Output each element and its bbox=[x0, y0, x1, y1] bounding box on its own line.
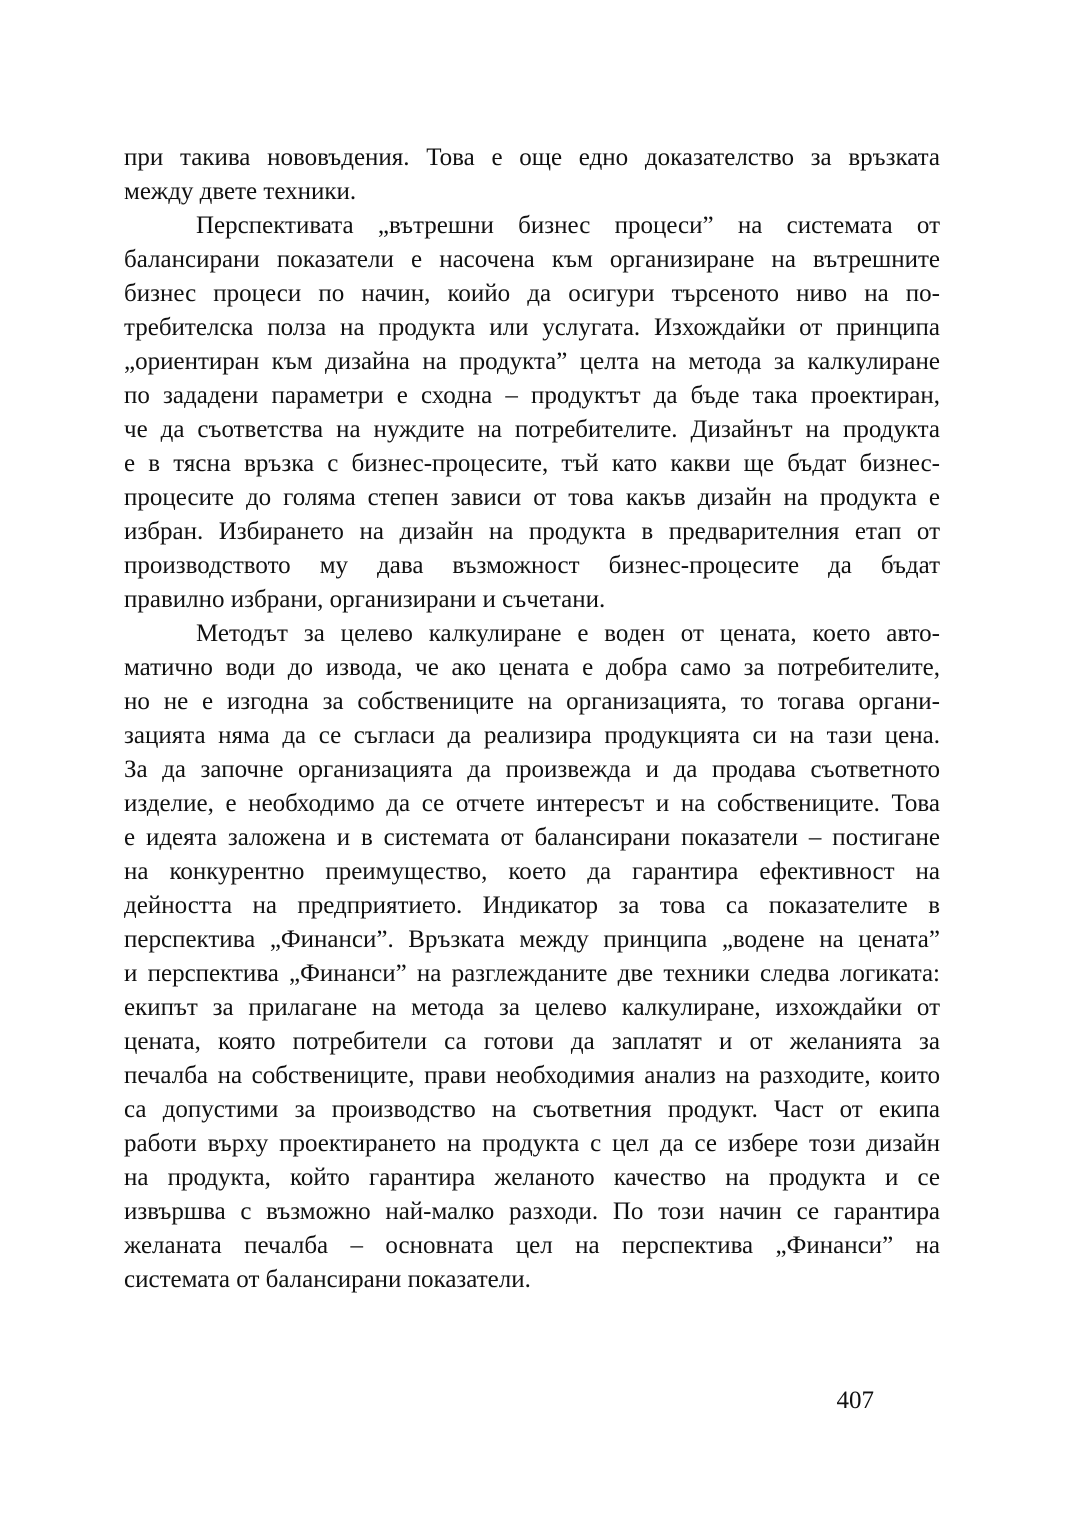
text-line: За да започне организацията да произвежда и да продава съответното bbox=[124, 756, 940, 783]
paragraph bbox=[124, 209, 940, 617]
text-line: работи върху проектирането на продукта с цел да се избере този дизайн bbox=[124, 1130, 940, 1157]
text-line: системата от балансирани показатели. bbox=[124, 1266, 531, 1293]
paragraph bbox=[124, 617, 940, 1297]
text-line: че да съответства на нуждите на потребителите. Дизайнът на продукта bbox=[124, 416, 940, 443]
paragraph bbox=[124, 141, 940, 209]
text-line: е в тясна връзка с бизнес-процесите, тъй като какви ще бъдат бизнес- bbox=[124, 450, 940, 477]
text-line: и перспектива „Финанси” на разглежданите две техники следва логиката: bbox=[124, 960, 940, 987]
text-line: е идеята заложена и в системата от балансирани показатели – постигане bbox=[124, 824, 940, 851]
text-line: желаната печалба – основната цел на перспектива „Финанси” на bbox=[124, 1232, 940, 1259]
text-line: екипът за прилагане на метода за целево калкулиране, изхождайки от bbox=[124, 994, 940, 1021]
text-line: матично води до извода, че ако цената е добра само за потребителите, bbox=[124, 654, 940, 681]
text-line: Методът за целево калкулиране е воден от цената, което авто- bbox=[196, 620, 940, 647]
text-line: избран. Избирането на дизайн на продукта в предварителния етап от bbox=[124, 518, 940, 545]
text-line: перспектива „Финанси”. Връзката между принципа „водене на цената” bbox=[124, 926, 940, 953]
body-text bbox=[124, 141, 940, 1297]
text-line: балансирани показатели е насочена към организиране на вътрешните bbox=[124, 246, 940, 273]
page-number: 407 bbox=[836, 1387, 874, 1414]
text-line: на продукта, който гарантира желаното качество на продукта и се bbox=[124, 1164, 940, 1191]
text-line: правилно избрани, организирани и съчетани. bbox=[124, 586, 606, 613]
text-line: Перспективата „вътрешни бизнес процеси” на системата от bbox=[196, 212, 940, 239]
text-line: „ориентиран към дизайна на продукта” целта на метода за калкулиране bbox=[124, 348, 940, 375]
text-line: печалба на собствениците, прави необходимия анализ на разходите, които bbox=[124, 1062, 940, 1089]
text-line: изделие, е необходимо да се отчете интересът и на собствениците. Това bbox=[124, 790, 940, 817]
text-line: требителска полза на продукта или услугата. Изхождайки от принципа bbox=[124, 314, 940, 341]
text-line: на конкурентно преимущество, което да гарантира ефективност на bbox=[124, 858, 940, 885]
text-line: но не е изгодна за собствениците на организацията, то тогава органи- bbox=[124, 688, 940, 715]
text-line: при такива нововъдения. Това е още едно доказателство за връзката bbox=[124, 144, 940, 171]
text-line: производството му дава възможност бизнес-процесите да бъдат bbox=[124, 552, 940, 579]
text-line: процесите до голяма степен зависи от това какъв дизайн на продукта е bbox=[124, 484, 940, 511]
text-line: извършва с възможно най-малко разходи. По този начин се гарантира bbox=[124, 1198, 940, 1225]
text-line: цената, която потребители са готови да заплатят и от желанията за bbox=[124, 1028, 940, 1055]
text-line: са допустими за производство на съответния продукт. Част от екипа bbox=[124, 1096, 940, 1123]
text-line: между двете техники. bbox=[124, 178, 357, 205]
text-line: по зададени параметри е сходна – продуктът да бъде така проектиран, bbox=[124, 382, 940, 409]
text-line: дейността на предприятието. Индикатор за това са показателите в bbox=[124, 892, 940, 919]
text-line: бизнес процеси по начин, коийо да осигури търсеното ниво на по- bbox=[124, 280, 940, 307]
text-line: зацията няма да се съгласи да реализира продукцията си на тази цена. bbox=[124, 722, 940, 749]
